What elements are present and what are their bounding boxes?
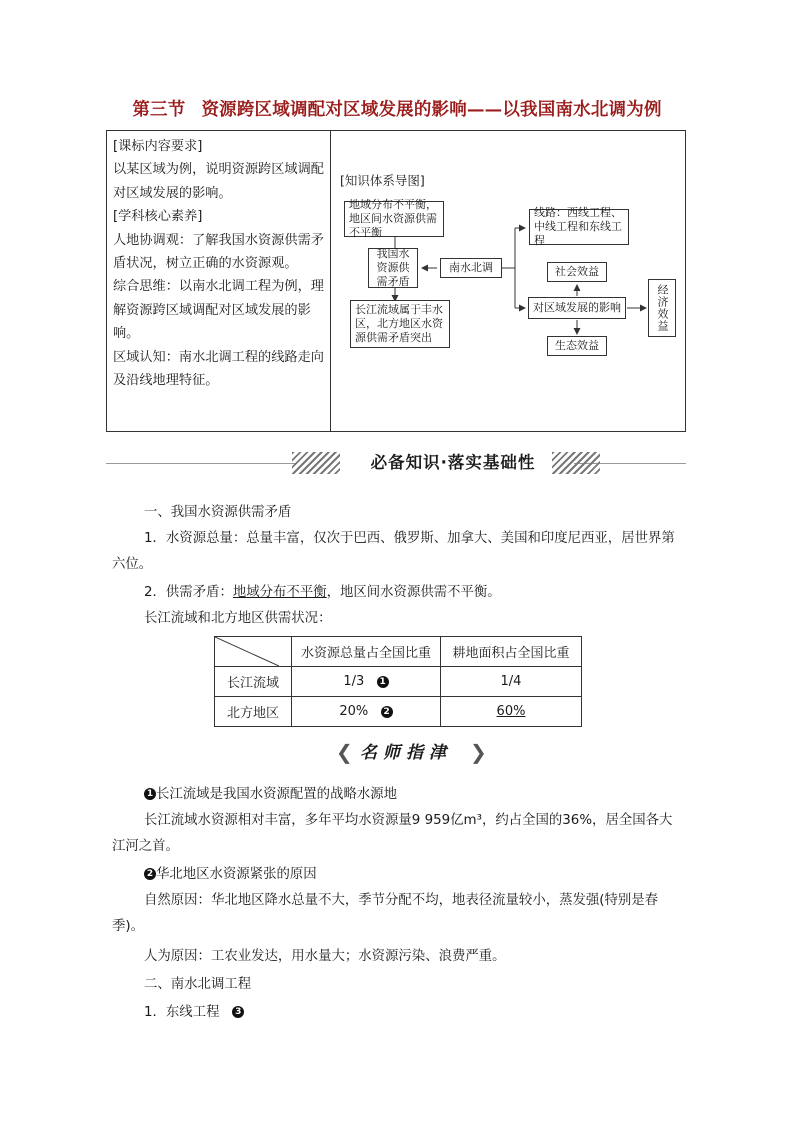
note1-title-line	[144, 782, 684, 808]
part1-item2	[144, 580, 684, 606]
economic-benefit-box: 经济效益	[648, 279, 676, 337]
row1-land: 1/4	[441, 667, 582, 697]
routes-box: 线路：西线工程、中线工程和东线工程	[529, 209, 629, 245]
part2-item1-text: 1．东线工程	[144, 1005, 220, 1020]
note-marker-1: 1	[377, 676, 389, 688]
item2-rest: ，地区间水资源供需不平衡。	[326, 585, 501, 600]
contradiction-box: 我国水资源供需矛盾	[368, 248, 418, 288]
part2-heading: 二、南水北调工程	[144, 977, 252, 992]
part1-item1	[112, 526, 684, 578]
note2-title: 华北地区水资源紧张的原因	[156, 867, 317, 882]
note1-title: 长江流域是我国水资源配置的战略水源地	[156, 787, 398, 802]
item1-label: 1．水资源总量：	[144, 531, 247, 546]
table-corner-cell	[215, 637, 292, 667]
row2-water-value: 20%	[339, 704, 369, 719]
item2-label: 2．供需矛盾：	[144, 585, 233, 600]
overview-box	[106, 130, 686, 432]
cause-b-box: 长江流域属于丰水区，北方地区水资源供需矛盾突出	[350, 300, 450, 348]
impact-box: 对区域发展的影响	[528, 297, 626, 319]
tips-header	[330, 736, 490, 766]
page-title	[0, 96, 794, 121]
note-marker-2: 2	[381, 706, 393, 718]
curriculum-requirement: 以某区域为例，说明资源跨区域调配对区域发展的影响。	[113, 162, 324, 201]
concept-map-caption: [知识体系导图]	[340, 173, 425, 188]
note2-natural: 自然原因：华北地区降水总量不大，季节分配不均，地表径流量较小，蒸发强(特别是春季)。	[112, 893, 659, 934]
core-item-1: 人地协调观：了解我国水资源供需矛盾状况，树立正确的水资源观。	[113, 232, 324, 272]
ecological-benefit-box: 生态效益	[547, 336, 607, 356]
section-banner	[106, 446, 686, 480]
row2-water	[292, 697, 441, 727]
header-land: 耕地面积占全国比重	[441, 637, 582, 667]
curriculum-heading: [课标内容要求]	[113, 139, 203, 154]
section-number: 第三节	[132, 100, 186, 120]
note2-badge: 2	[144, 868, 156, 880]
cause-a-box: 地域分布不平衡，地区间水资源供需不平衡	[344, 201, 444, 237]
note2-human: 人为原因：工农业发达，用水量大；水资源污染、浪费严重。	[144, 949, 506, 964]
row1-water-value: 1/3	[343, 674, 365, 689]
table-row	[215, 667, 582, 697]
item2-underlined: 地域分布不平衡	[232, 585, 327, 600]
header-water: 水资源总量占全国比重	[292, 637, 441, 667]
banner-line-left	[106, 463, 296, 464]
note1-text: 长江流域水资源相对丰富，多年平均水资源量9 959亿m³，约占全国的36%，居全国各大江河之首。	[112, 813, 673, 854]
banner-title: 必备知识·落实基础性	[370, 453, 536, 472]
social-benefit-box: 社会效益	[547, 262, 607, 282]
row1-region: 长江流域	[215, 667, 292, 697]
tips-title: 名师指津	[360, 743, 452, 763]
row2-region: 北方地区	[215, 697, 292, 727]
table-row	[215, 697, 582, 727]
core-item-2: 综合思维：以南水北调工程为例，理解资源跨区域调配对区域发展的影响。	[113, 279, 324, 342]
note2-title-line	[144, 862, 684, 888]
note1-badge: 1	[144, 788, 156, 800]
core-item-3: 区域认知：南水北调工程的线路走向及沿线地理特征。	[113, 349, 324, 389]
row2-land: 60%	[441, 697, 582, 727]
table-header-row	[215, 637, 582, 667]
row1-water	[292, 667, 441, 697]
item1-text: 总量丰富，仅次于巴西、俄罗斯、加拿大、美国和印度尼西亚，居世界第六位。	[112, 531, 675, 572]
supply-demand-table	[214, 636, 582, 727]
section-title: 资源跨区域调配对区域发展的影响——以我国南水北调为例	[201, 100, 662, 120]
core-literacy-heading: [学科核心素养]	[113, 209, 203, 225]
note-marker-3: 3	[232, 1006, 244, 1018]
part1-heading: 一、我国水资源供需矛盾	[144, 505, 292, 520]
center-box: 南水北调	[440, 258, 502, 278]
chevron-left-icon: ❮	[336, 740, 353, 764]
part2-item1	[144, 1000, 684, 1026]
table-intro: 长江流域和北方地区供需状况：	[144, 611, 332, 626]
chevron-right-icon: ❯	[470, 740, 487, 764]
